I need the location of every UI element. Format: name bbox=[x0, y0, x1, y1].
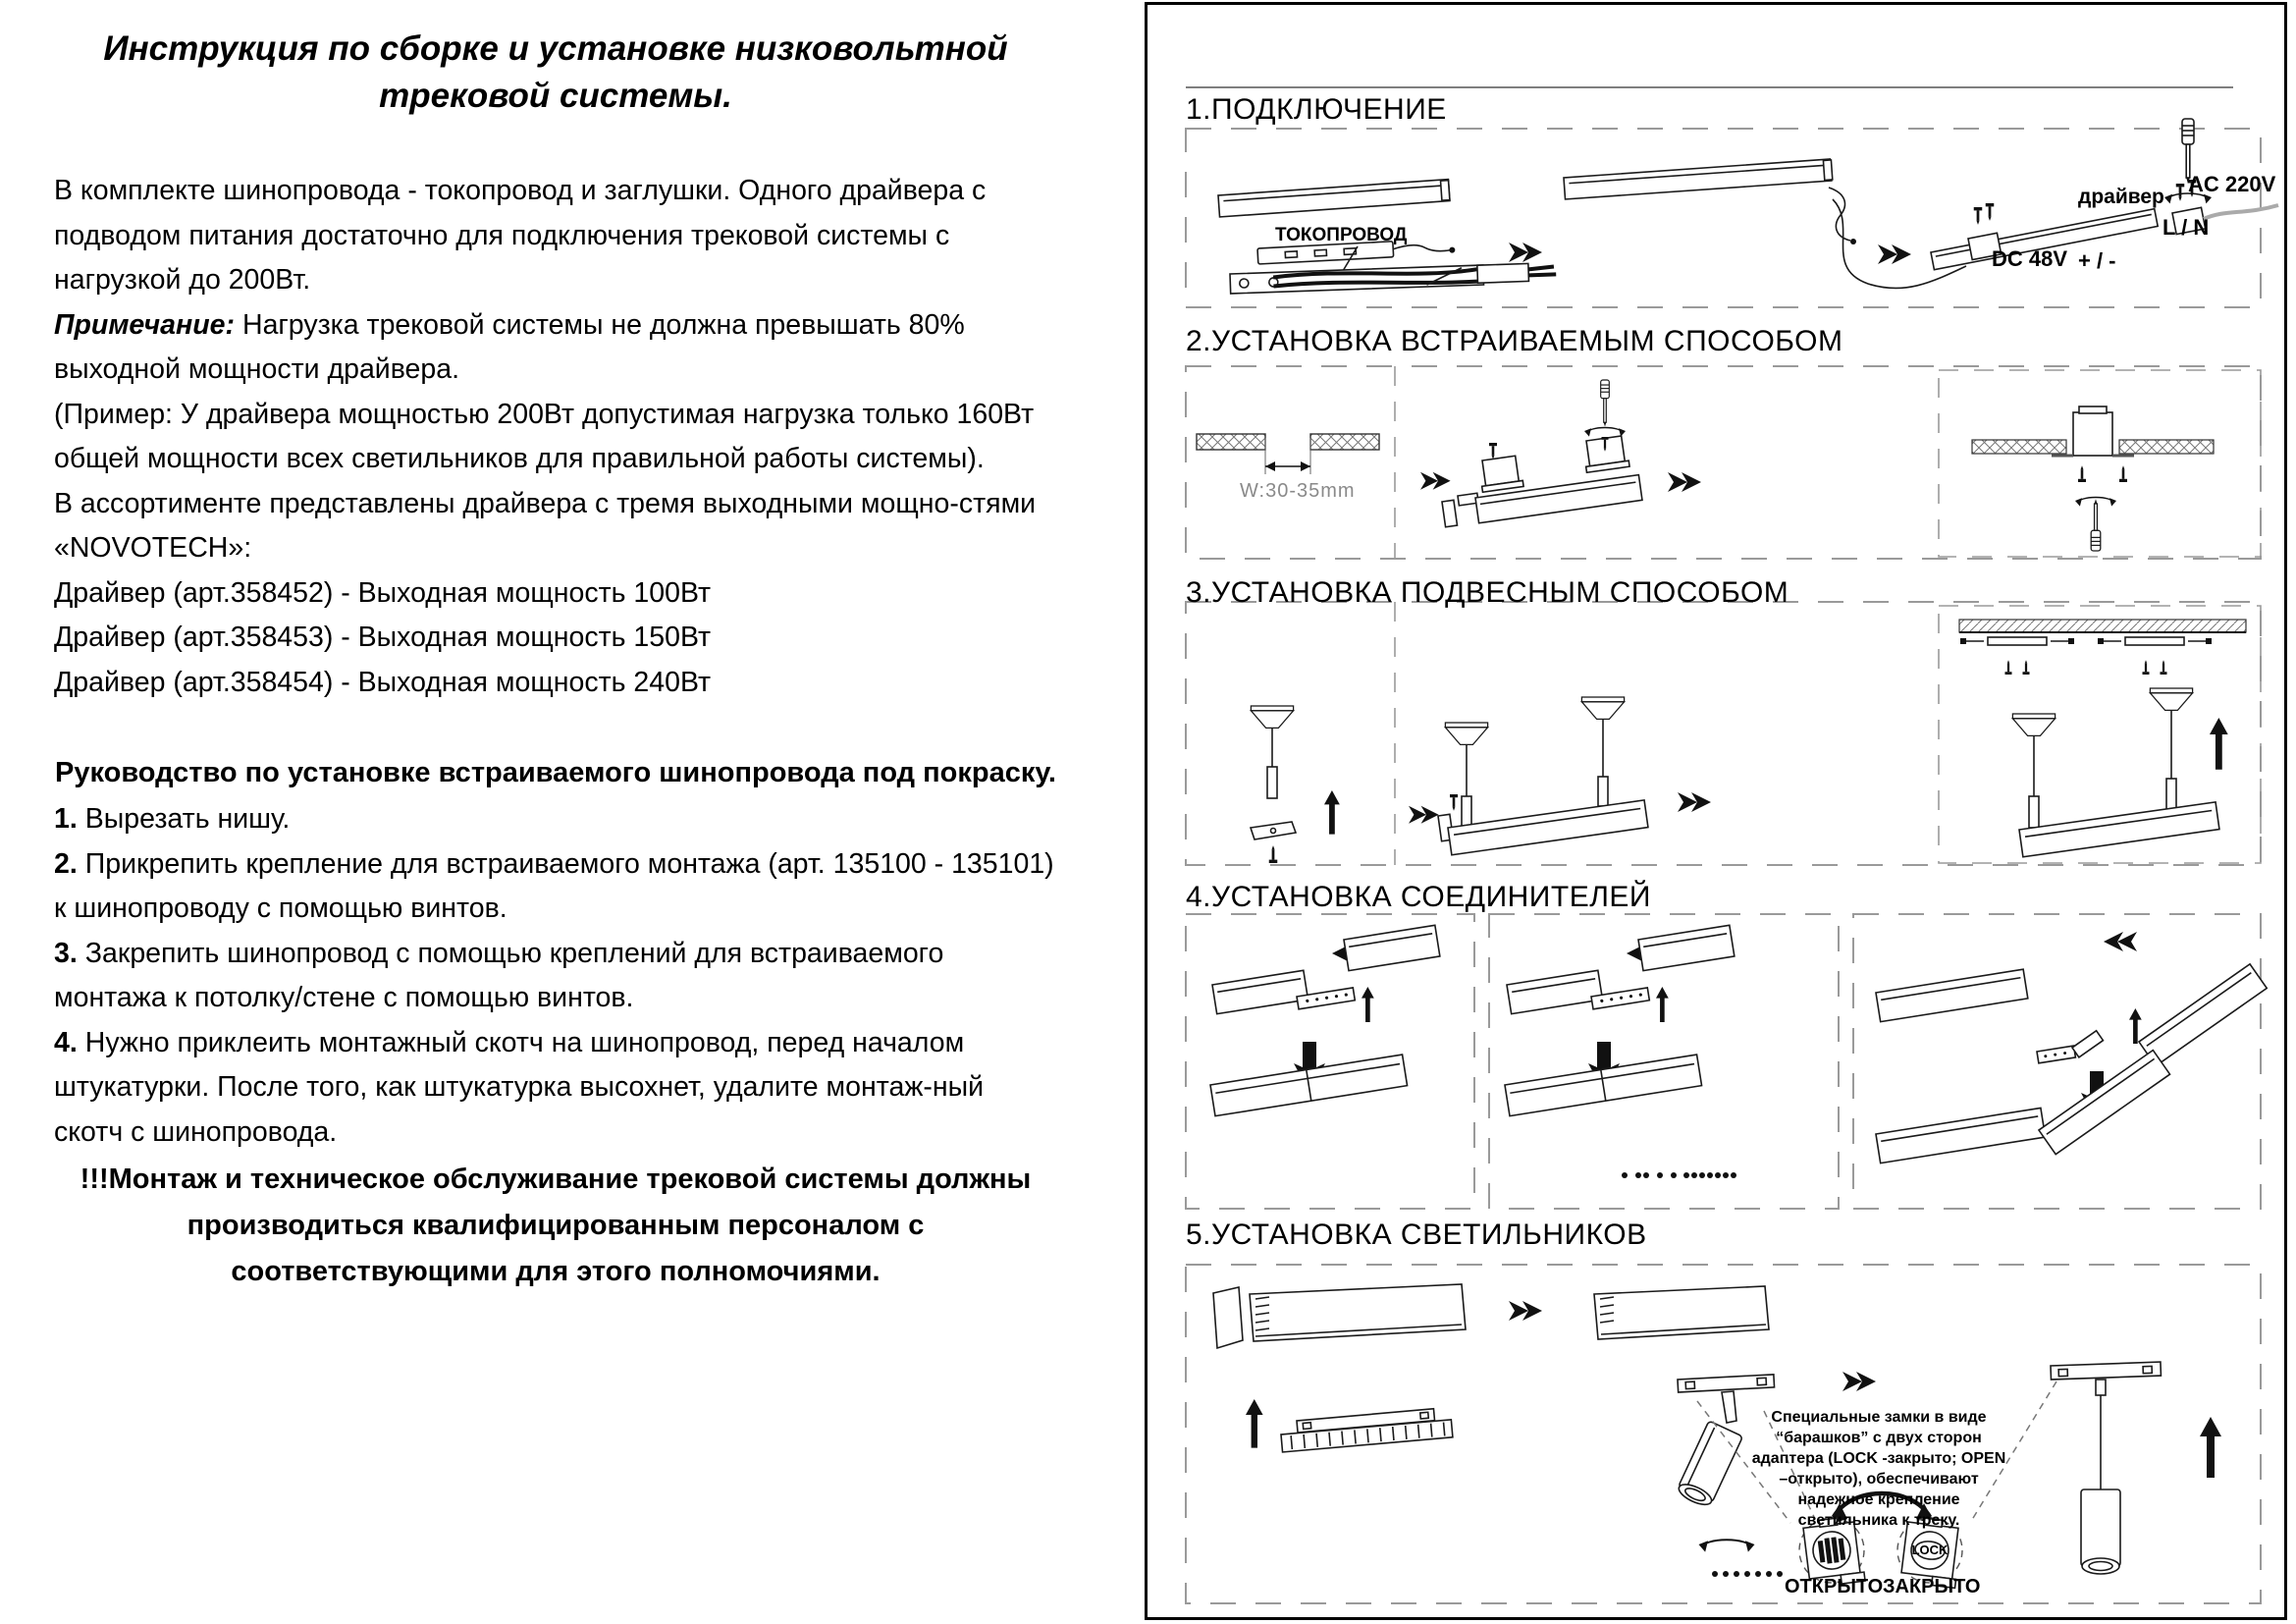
section-5-title: 5.УСТАНОВКА СВЕТИЛЬНИКОВ bbox=[1186, 1218, 1647, 1251]
step-4-text: Нужно приклеить монтажный скотч на шинопровод, перед началом штукатурки. После того, как штукатурка высохнет, удалите монтаж-ный скотч с шинопровода. bbox=[54, 1026, 985, 1148]
ln-terminals-label: L / N bbox=[2163, 215, 2210, 240]
driver-label: драйвер bbox=[2078, 186, 2164, 208]
example-paragraph: (Пример: У драйвера мощностью 200Вт допустимая нагрузка только 160Вт общей мощности всех светильников для правильной работы системы). bbox=[54, 398, 1035, 474]
step-1-text: Вырезать нишу. bbox=[84, 803, 291, 835]
polarity-label: + / - bbox=[2078, 248, 2116, 273]
driver-line-3: Драйвер (арт.358454) - Выходная мощность 240Вт bbox=[54, 666, 712, 698]
section-4-title: 4.УСТАНОВКА СОЕДИНИТЕЛЕЙ bbox=[1186, 881, 1651, 913]
driver-line-1: Драйвер (арт.358452) - Выходная мощность 100Вт bbox=[54, 576, 712, 609]
niche-width-label: W:30-35mm bbox=[1240, 480, 1356, 502]
note-text: Нагрузка трековой системы не должна превышать 80% выходной мощности драйвера. bbox=[54, 308, 965, 385]
note-label: Примечание: bbox=[54, 308, 235, 341]
lock-note-text: Специальные замки в виде “барашков” с двух сторон адаптера (LOCK -закрыто; OPEN –открыто), обеспечивают надежное крепление светильника к треку. bbox=[1751, 1409, 2006, 1529]
step-4-number: 4. bbox=[54, 1026, 78, 1058]
intro-paragraph: В комплекте шинопровода - токопровод и заглушки. Одного драйвера с подводом питания достаточно для подключения трековой системы с нагрузкой до 200Вт. bbox=[54, 175, 987, 296]
section-2-title: 2.УСТАНОВКА ВСТРАИВАЕМЫМ СПОСОБОМ bbox=[1186, 325, 1843, 357]
section-1-title: 1.ПОДКЛЮЧЕНИЕ bbox=[1186, 93, 1447, 126]
assortment-paragraph: В ассортименте представлены драйвера с тремя выходными мощно-стями «NOVOTECH»: bbox=[54, 487, 1037, 564]
assembly-diagrams-artwork bbox=[1148, 5, 2284, 1617]
step-2-text: Прикрепить крепление для встраиваемого монтажа (арт. 135100 - 135101) к шинопроводу с помощью винтов. bbox=[54, 847, 1054, 924]
step-4 bbox=[54, 1021, 1057, 1156]
section-3-title: 3.УСТАНОВКА ПОДВЕСНЫМ СПОСОБОМ bbox=[1186, 576, 1789, 609]
instructions-column bbox=[54, 14, 1057, 1295]
ac-voltage-label: AC 220V bbox=[2188, 172, 2276, 196]
closed-state-label: ЗАКРЫТО bbox=[1883, 1576, 1981, 1597]
diagram-panel bbox=[1145, 2, 2287, 1620]
install-guide-subheading: Руководство по установке встраиваемого шинопровода под покраску. bbox=[55, 757, 1056, 788]
step-3-text: Закрепить шинопровод с помощью креплений для встраиваемого монтажа к потолку/стене с помощью винтов. bbox=[54, 937, 944, 1013]
dc-voltage-label: DC 48V bbox=[1992, 246, 2068, 271]
tokoprovod-label: ТОКОПРОВОД bbox=[1275, 225, 1408, 245]
step-1 bbox=[54, 797, 1057, 842]
step-2-number: 2. bbox=[54, 847, 78, 880]
step-1-number: 1. bbox=[54, 803, 78, 835]
safety-warning: !!!Монтаж и техническое обслуживание трековой системы должны производиться квалифицированным персоналом с соответствующими для этого полномочиями. bbox=[80, 1164, 1032, 1287]
driver-line-2: Драйвер (арт.358453) - Выходная мощность 150Вт bbox=[54, 622, 712, 653]
lock-dial-word: LOCK bbox=[1911, 1543, 1949, 1557]
note-paragraph bbox=[54, 303, 1057, 393]
page-title: Инструкция по сборке и установке низковольтной трековой системы. bbox=[103, 29, 1008, 115]
step-3 bbox=[54, 932, 1057, 1021]
step-3-number: 3. bbox=[54, 937, 78, 969]
step-2 bbox=[54, 842, 1057, 932]
open-state-label: ОТКРЫТО bbox=[1785, 1576, 1884, 1597]
